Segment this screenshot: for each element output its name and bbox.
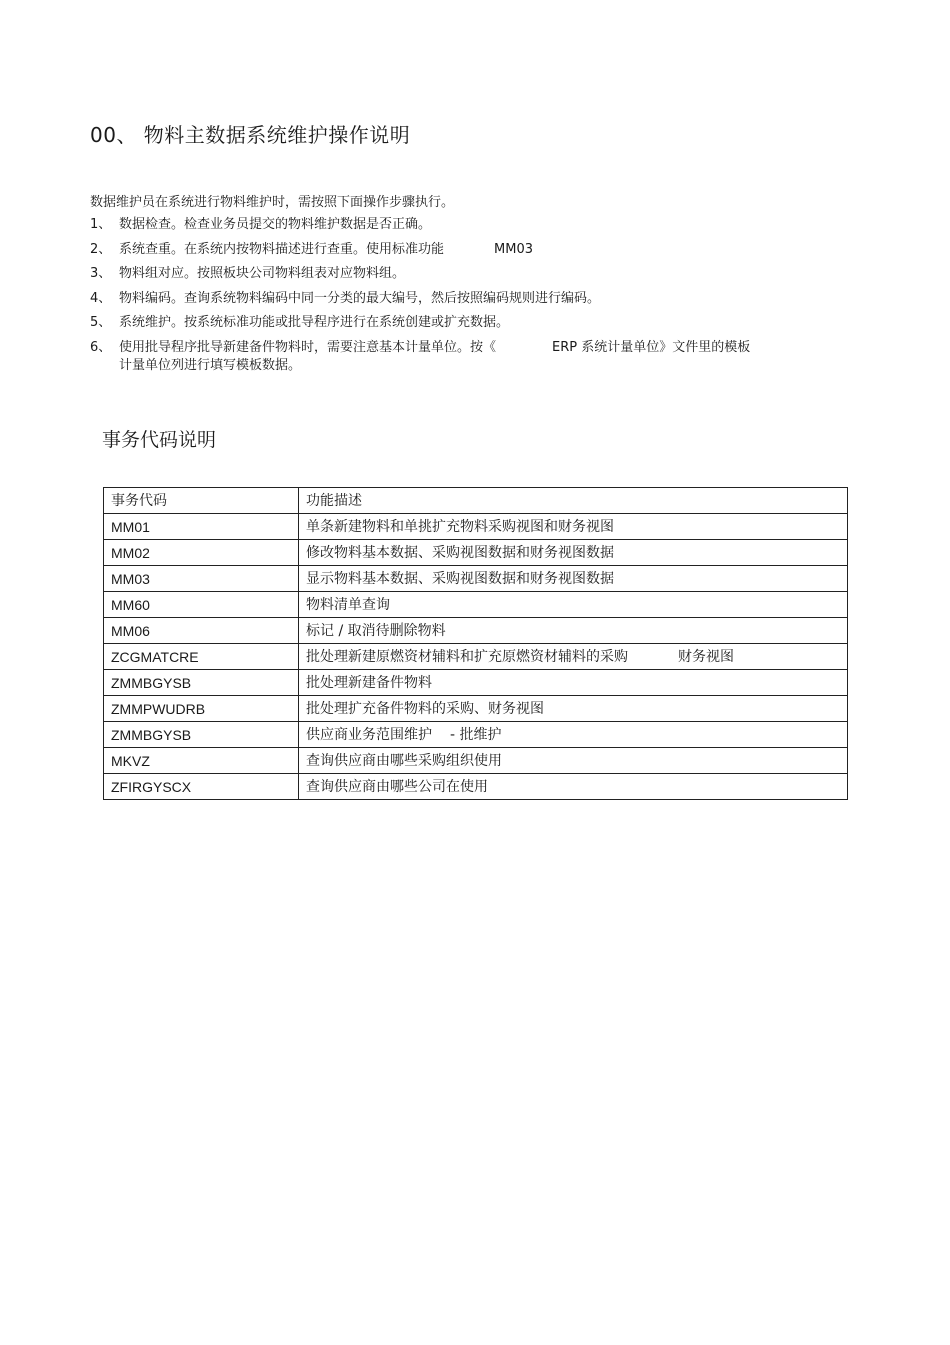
table-row	[104, 696, 848, 722]
step-item	[90, 241, 870, 259]
step-text: 系统查重。在系统内按物料描述进行查重。使用标准功能	[119, 241, 445, 257]
step-text: 使用批导程序批导新建备件物料时，需要注意基本计量单位。按《	[119, 339, 497, 355]
desc-text-b: - 批维护	[450, 726, 502, 743]
desc-cell: 修改物料基本数据、采购视图数据和财务视图数据	[299, 540, 848, 566]
table-row	[104, 592, 848, 618]
code-cell: MM03	[104, 566, 299, 592]
table-row	[104, 566, 848, 592]
step-number: 1、	[90, 217, 112, 232]
desc-cell: 标记 / 取消待删除物料	[299, 618, 848, 644]
step-item	[90, 216, 870, 234]
desc-cell: 查询供应商由哪些采购组织使用	[299, 748, 848, 774]
section-title: 事务代码说明	[102, 429, 217, 451]
code-cell: MM60	[104, 592, 299, 618]
step-item	[90, 314, 870, 332]
steps-list	[90, 216, 870, 381]
code-cell: MKVZ	[104, 748, 299, 774]
step-text: 系统维护。按系统标准功能或批导程序进行在系统创建或扩充数据。	[119, 315, 510, 330]
table-row	[104, 774, 848, 800]
step-number: 3、	[90, 266, 112, 281]
code-cell: ZMMBGYSB	[104, 670, 299, 696]
code-cell: ZFIRGYSCX	[104, 774, 299, 800]
step-text-erp: ERP 系统计量单位》文件里的模板	[552, 339, 751, 355]
desc-cell: 批处理扩充备件物料的采购、财务视图	[299, 696, 848, 722]
desc-text: 批处理新建原燃资材辅料和扩充原燃资材辅料的采购	[306, 648, 628, 665]
desc-text-b: 财务视图	[678, 648, 734, 665]
step-number: 6、	[90, 339, 112, 355]
code-cell: MM01	[104, 514, 299, 540]
step-item	[90, 339, 870, 375]
desc-cell	[299, 722, 848, 748]
desc-cell: 查询供应商由哪些公司在使用	[299, 774, 848, 800]
code-cell: ZMMBGYSB	[104, 722, 299, 748]
table-row	[104, 540, 848, 566]
step-text-code: MM03	[494, 241, 533, 257]
step-text: 物料组对应。按照板块公司物料组表对应物料组。	[119, 266, 406, 281]
table-row	[104, 514, 848, 540]
step-text: 数据检查。检查业务员提交的物料维护数据是否正确。	[119, 217, 432, 232]
step-text-continued: 计量单位列进行填写模板数据。	[119, 357, 302, 373]
header-cell-desc: 功能描述	[299, 488, 848, 514]
table-row	[104, 618, 848, 644]
step-number: 4、	[90, 290, 112, 306]
desc-cell: 批处理新建备件物料	[299, 670, 848, 696]
intro-paragraph: 数据维护员在系统进行物料维护时，需按照下面操作步骤执行。	[90, 195, 455, 210]
document-title: 00、 物料主数据系统维护操作说明	[90, 123, 411, 147]
header-cell-code: 事务代码	[104, 488, 299, 514]
desc-text: 供应商业务范围维护	[306, 726, 432, 743]
desc-cell: 单条新建物料和单挑扩充物料采购视图和财务视图	[299, 514, 848, 540]
desc-cell: 显示物料基本数据、采购视图数据和财务视图数据	[299, 566, 848, 592]
desc-cell: 物料清单查询	[299, 592, 848, 618]
code-cell: MM06	[104, 618, 299, 644]
table-row	[104, 670, 848, 696]
code-cell: ZCGMATCRE	[104, 644, 299, 670]
step-item	[90, 265, 870, 283]
step-number: 2、	[90, 241, 112, 257]
table-header-row	[104, 488, 848, 514]
table-row	[104, 644, 848, 670]
step-text: 物料编码。查询系统物料编码中同一分类的最大编号，然后按照编码规则进行编码。	[119, 290, 601, 306]
code-cell: MM02	[104, 540, 299, 566]
step-item	[90, 290, 870, 308]
desc-cell	[299, 644, 848, 670]
table-row	[104, 748, 848, 774]
step-number: 5、	[90, 315, 112, 330]
table-row	[104, 722, 848, 748]
transaction-code-table	[103, 487, 848, 800]
code-cell: ZMMPWUDRB	[104, 696, 299, 722]
